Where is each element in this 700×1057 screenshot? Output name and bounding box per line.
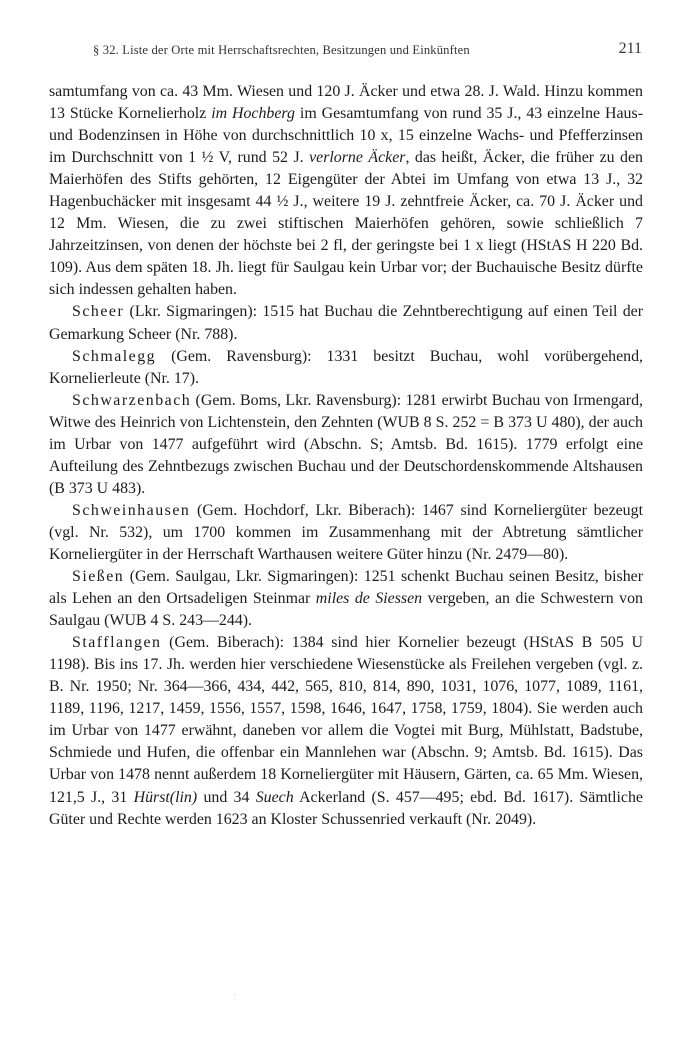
text-run: (Lkr. Sigmaringen): 1515 hat Buchau die Zehntberechtigung auf einen Teil der Gemarkung Scheer (Nr. 788). [49, 303, 643, 343]
text-run: samtumfang von ca. 43 Mm. Wiesen und 120 J. Äcker und etwa 28. J. Wald. Hinzu kommen 13 Stücke Kornelierholz [49, 83, 643, 123]
text-run: (Gem. Saulgau, Lkr. Sigmaringen): 1251 schenkt Buchau seinen Besitz, bisher als Lehen an den Ortsadeligen Steinmar [49, 568, 643, 608]
text-run: Ackerland (S. 457—495; ebd. Bd. 1617). Sämtliche Güter und Rechte werden 1623 an Kloster Schussenried verkauft (Nr. 2049). [49, 788, 643, 828]
text-run: (Gem. Biberach): 1384 sind hier Kornelier bezeugt (HStAS B 505 U 1198). Bis ins 17. Jh. werden hier verschiedene Wiesenstücke als Freilehen vergeben (vgl. z. B. Nr. 1950; Nr. 364—366, 434, 442, 565, 810, 814, 890, 1031, 1076, 1077, 1089, 1161, 1189, 1196, 1217, 1459, 1556, 1557, 1598, 1646, 1647, 1758, 1759, 1804). Sie werden auch im Urbar von 1477 erwähnt, daneben vor allem die Vogtei mit Burg, Mühlstatt, Badstube, Schmiede und Hufen, die offenbar ein Mannlehen war (Abschn. 9; Amtsb. Bd. 1615). Das Urbar von 1478 nennt außerdem 18 Korneliergüter mit Häusern, Gärten, ca. 65 Mm. Wiesen, 121,5 J., 31 [49, 634, 643, 806]
text-run: , das heißt, Äcker, die früher zu den Maierhöfen des Stifts gehörten, 12 Eigengüter der Abtei im Umfang von etwa 13 J., 32 Hagenbuchäcker mit insgesamt 44 ½ J., weitere 19 J. zehntfreie Äcker, ca. 70 J. Äcker und 12 Mm. Wiesen, die zu zwei stiftischen Maierhöfen gehören, sowie schließlich 7 Jahrzeitzinsen, von denen der höchste bei 2 fl, der geringste bei 1 x liegt (HStAS H 220 Bd. 109). Aus dem späten 18. Jh. liegt für Saulgau kein Urbar vor; der Buchauische Besitz dürfte sich indessen gehalten haben. [49, 149, 643, 299]
italic-term: Hürst(lin) [133, 788, 198, 806]
place-name: Sießen [72, 568, 125, 586]
place-name: Scheer [72, 303, 125, 321]
italic-term: miles de Siessen [315, 590, 423, 608]
text-run: (Gem. Ravensburg): 1331 besitzt Buchau, wohl vorübergehend, Kornelierleute (Nr. 17). [49, 347, 643, 387]
body-text [49, 81, 643, 831]
place-name: Schweinhausen [72, 501, 191, 519]
running-head-title: § 32. Liste der Orte mit Herrschaftsrechten, Besitzungen und Einkünften [93, 43, 470, 57]
entry-schweinhausen [49, 500, 643, 566]
entry-schmalegg [49, 346, 643, 390]
page-number: 211 [618, 40, 642, 57]
entry-siessen [49, 566, 643, 632]
text-run: und 34 [197, 788, 256, 806]
italic-term: im Hochberg [211, 105, 295, 123]
entry-scheer [49, 301, 643, 345]
scan-speck: ' [234, 993, 236, 1001]
text-run: vergeben, an die Schwestern von Saulgau (WUB 4 S. 243—244). [49, 590, 643, 630]
text-run: (Gem. Boms, Lkr. Ravensburg): 1281 erwirbt Buchau von Irmengard, Witwe des Heinrich von Lichtenstein, den Zehnten (WUB 8 S. 252 = B 373 U 480), der auch im Urbar von 1477 aufgeführt wird (Abschn. S; Amtsb. Bd. 1615). 1779 erfolgt eine Aufteilung des Zehntbezugs zwischen Buchau und der Deutschordenskommende Altshausen (B 373 U 483). [49, 391, 643, 497]
place-name: Schmalegg [72, 347, 157, 365]
italic-term: verlorne Äcker [309, 149, 406, 167]
italic-term: Suech [255, 788, 294, 806]
text-run: im Gesamtumfang von rund 35 J., 43 einzelne Haus- und Bodenzinsen in Höhe von durchschnittlich 10 x, 15 einzelne Wachs- und Pfefferzinsen im Durchschnitt von 1 ½ V, rund 52 J. [49, 105, 643, 167]
place-name: Schwarzenbach [72, 391, 192, 409]
running-head [49, 40, 642, 62]
paragraph-saulgau-continued [49, 81, 643, 301]
place-name: Stafflangen [72, 634, 162, 652]
text-run: (Gem. Hochdorf, Lkr. Biberach): 1467 sind Korneliergüter bezeugt (vgl. Nr. 532), um 1700 kommen im Zusammenhang mit der Abtretung sämtlicher Korneliergüter in der Herrschaft Warthausen weitere Güter hinzu (Nr. 2479—80). [49, 501, 643, 563]
entry-schwarzenbach [49, 390, 643, 500]
entry-stafflangen [49, 632, 643, 830]
